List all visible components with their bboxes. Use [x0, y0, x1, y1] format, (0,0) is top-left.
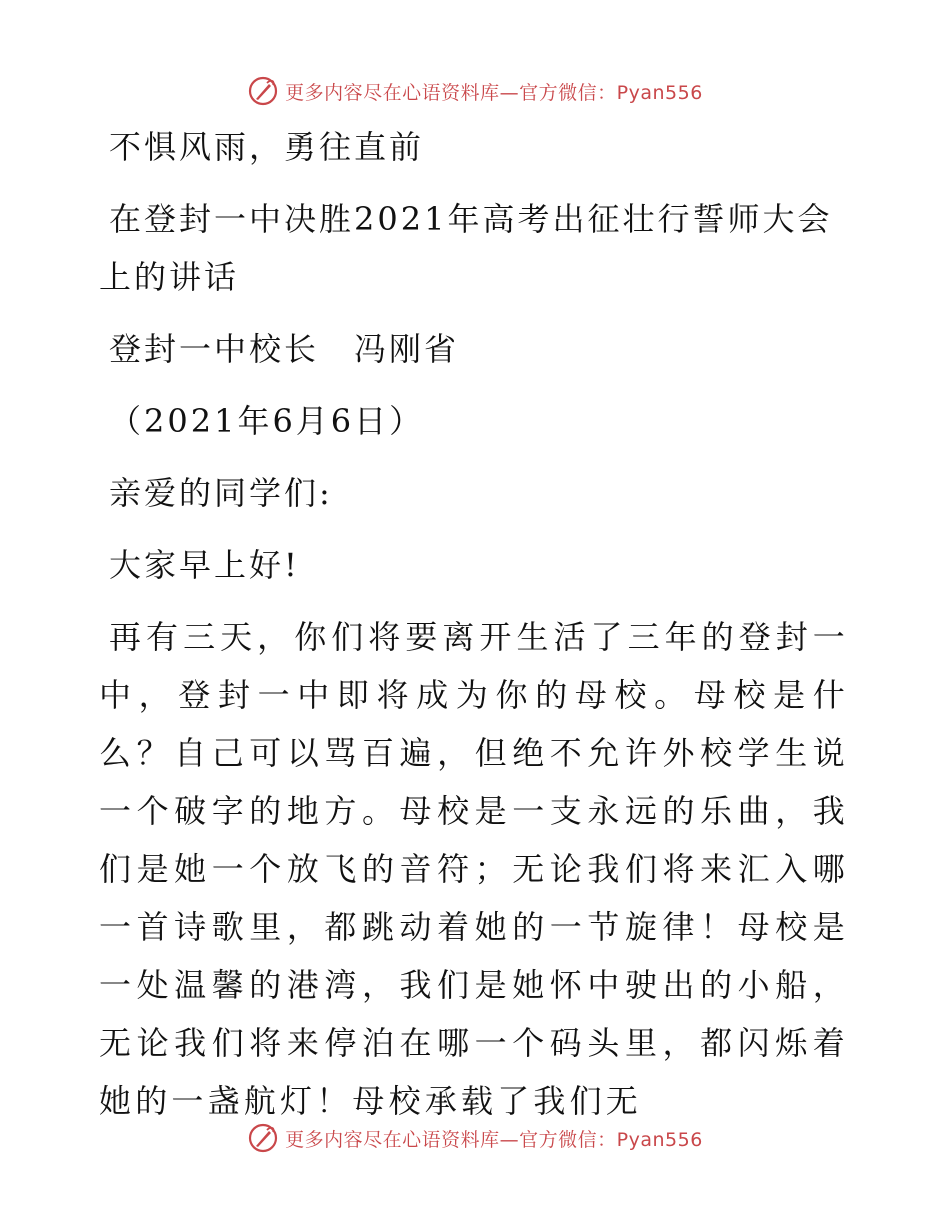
quill-circle-icon: [247, 1122, 279, 1154]
body-paragraph: 再有三天，你们将要离开生活了三年的登封一中，登封一中即将成为你的母校。母校是什么？自己可以骂百遍，但绝不允许外校学生说一个破字的地方。母校是一支永远的乐曲，我们是她一个放飞的音符；无论我们将来汇入哪一首诗歌里，都跳动着她的一节旋律！母校是一处温馨的港湾，我们是她怀中驶出的小船，无论我们将来停泊在哪一个码头里，都闪烁着她的一盏航灯！母校承载了我们无: [99, 618, 849, 1120]
quill-circle-icon: [247, 75, 279, 107]
document-author: 登封一中校长 冯刚省: [109, 330, 460, 368]
watermark-text: 更多内容尽在心语资料库—官方微信：Pyan556: [285, 1128, 703, 1151]
document-body: [99, 118, 849, 1130]
salutation: 亲爱的同学们:: [109, 474, 333, 512]
document-title: 不惧风雨，勇往直前: [109, 128, 425, 166]
document-date: （2021年6月6日）: [109, 402, 425, 440]
watermark-footer: [0, 1118, 950, 1158]
document-subtitle: 在登封一中决胜2021年高考出征壮行誓师大会上的讲话: [99, 200, 833, 296]
watermark-text: 更多内容尽在心语资料库—官方微信：Pyan556: [285, 81, 703, 104]
greeting: 大家早上好!: [109, 546, 300, 584]
watermark-header: [0, 71, 950, 111]
